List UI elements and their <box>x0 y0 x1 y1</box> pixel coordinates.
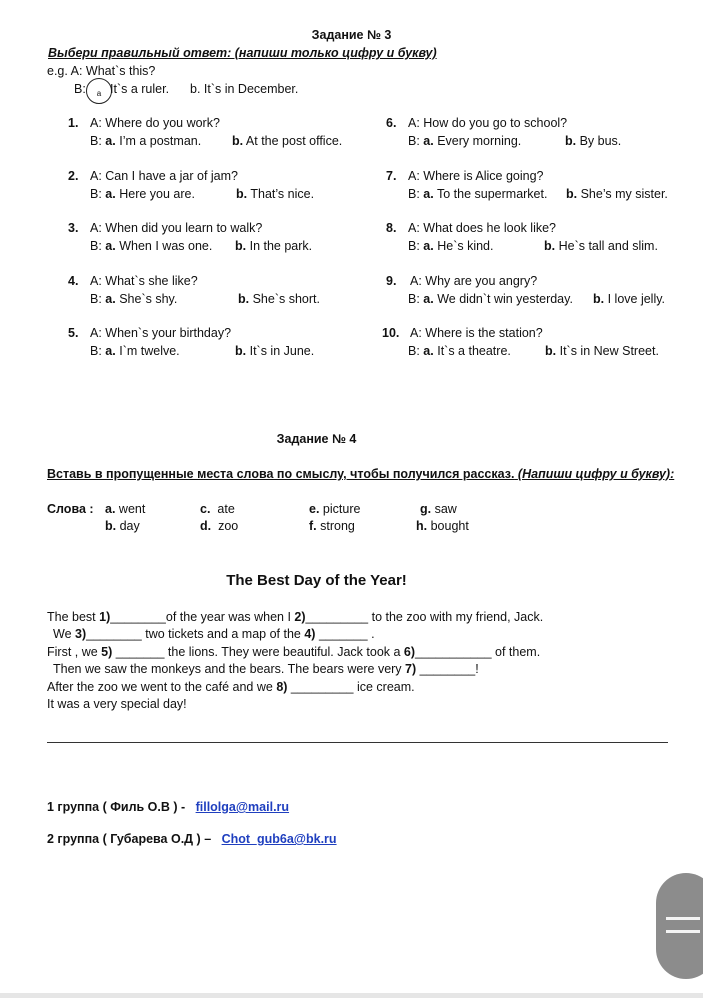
option-a-text: She`s shy. <box>119 292 178 306</box>
option-a-letter: a. <box>423 344 434 358</box>
story-text: Then we saw the monkeys and the bears. The bears were very <box>53 662 406 676</box>
question-text: A: When`s your birthday? <box>90 326 232 340</box>
word-item <box>105 519 140 533</box>
story-text: After the zoo we went to the café and we <box>47 680 277 694</box>
answer-row <box>408 292 573 306</box>
divider-line <box>47 742 668 743</box>
story-line: It was a very special day! <box>47 697 187 711</box>
task4-instruction-paren: (Напиши цифру и букву): <box>517 467 675 481</box>
option-a-letter: a. <box>423 239 434 253</box>
option-b <box>566 187 668 201</box>
word-item <box>200 502 235 516</box>
word-item <box>105 502 145 516</box>
option-a-text: Every morning. <box>437 134 522 148</box>
answer-b-prefix: B: <box>408 344 420 358</box>
gap-number: 4) <box>304 627 316 641</box>
word-text: went <box>118 502 146 516</box>
story-text: two tickets and a map of the <box>141 627 305 641</box>
answer-b-prefix: B: <box>90 239 102 253</box>
task4-title: Задание № 4 <box>276 432 357 446</box>
contact-group-1 <box>47 800 289 814</box>
option-a-text: He`s kind. <box>437 239 494 253</box>
question-number: 5. <box>68 326 79 340</box>
option-a-letter: a. <box>423 187 434 201</box>
word-text: bought <box>430 519 469 533</box>
answer-row <box>90 344 180 358</box>
example-question: e.g. A: What`s this? <box>47 64 156 78</box>
contact-email-link[interactable]: Chot_gub6a@bk.ru <box>221 832 337 846</box>
answer-b-prefix: B: <box>90 134 102 148</box>
option-a-text: Here you are. <box>119 187 195 201</box>
menu-line-icon <box>666 930 700 933</box>
story-text: of the year was when I <box>165 610 295 624</box>
option-b-text: At the post office. <box>245 134 343 148</box>
word-letter: b. <box>105 519 117 533</box>
option-b-text: That’s nice. <box>250 187 315 201</box>
option-a-text: I`m twelve. <box>119 344 180 358</box>
option-b <box>235 344 314 358</box>
word-text: ate <box>217 502 235 516</box>
gap-number: 7) <box>405 662 417 676</box>
option-a-letter: a. <box>105 292 116 306</box>
page-bottom-edge <box>0 993 703 998</box>
task3-title: Задание № 3 <box>311 28 392 42</box>
answer-row <box>90 239 212 253</box>
option-a-letter: a. <box>423 134 434 148</box>
question-number: 4. <box>68 274 79 288</box>
gap-blank: _________ <box>305 610 369 624</box>
option-a-letter: a. <box>105 134 116 148</box>
option-a-text: I’m a postman. <box>119 134 202 148</box>
word-letter: e. <box>309 502 320 516</box>
word-item <box>416 519 469 533</box>
contact-group-2 <box>47 832 337 846</box>
question-number: 2. <box>68 169 79 183</box>
option-b <box>235 239 312 253</box>
word-item <box>420 502 457 516</box>
story-line <box>47 645 540 659</box>
answer-row <box>90 292 177 306</box>
answer-b-prefix: B: <box>90 292 102 306</box>
option-b-letter: b. <box>566 187 578 201</box>
answer-row <box>408 134 521 148</box>
option-b <box>593 292 665 306</box>
story-text: First , we <box>47 645 102 659</box>
question-text: A: When did you learn to walk? <box>90 221 263 235</box>
story-line <box>47 680 415 694</box>
question-number: 9. <box>386 274 397 288</box>
option-a-letter: a. <box>423 292 434 306</box>
option-b-letter: b. <box>593 292 605 306</box>
story-line <box>53 627 375 641</box>
example-option-b: b. It`s in December. <box>190 82 299 96</box>
gap-blank: ________ <box>110 610 166 624</box>
option-a-letter: a. <box>105 187 116 201</box>
word-letter: d. <box>200 519 212 533</box>
answer-row <box>408 187 547 201</box>
story-text: ice cream. <box>353 680 415 694</box>
answer-b-prefix: B: <box>408 187 420 201</box>
option-a-text: We didn`t win yesterday. <box>437 292 573 306</box>
question-text: A: Why are you angry? <box>410 274 538 288</box>
gap-blank: _______ . <box>315 627 375 641</box>
question-text: A: How do you go to school? <box>408 116 568 130</box>
gap-number: 2) <box>294 610 306 624</box>
answer-row <box>408 239 494 253</box>
question-text: A: Can I have a jar of jam? <box>90 169 238 183</box>
word-item <box>200 519 238 533</box>
answer-row <box>408 344 511 358</box>
option-b-letter: b. <box>544 239 556 253</box>
word-item <box>309 519 355 533</box>
word-text: strong <box>320 519 355 533</box>
answer-b-prefix: B: <box>90 344 102 358</box>
word-letter: f. <box>309 519 317 533</box>
word-item <box>309 502 360 516</box>
option-a-text: To the supermarket. <box>436 187 548 201</box>
option-b-text: It`s in June. <box>249 344 315 358</box>
contact-email-link[interactable]: fillolga@mail.ru <box>195 800 290 814</box>
gap-number: 1) <box>99 610 111 624</box>
answer-b-prefix: B: <box>408 292 420 306</box>
question-text: A: Where is Alice going? <box>408 169 544 183</box>
option-a-text: When I was one. <box>119 239 213 253</box>
option-b <box>232 134 342 148</box>
question-text: A: What does he look like? <box>408 221 556 235</box>
word-text: zoo <box>218 519 239 533</box>
task3-instruction: Выбери правильный ответ: (напиши только цифру и букву) <box>48 46 437 60</box>
option-b-letter: b. <box>565 134 577 148</box>
option-b-text: He`s tall and slim. <box>558 239 658 253</box>
example-answer-circle: a <box>86 78 112 104</box>
option-b <box>238 292 320 306</box>
question-text: A: Where is the station? <box>410 326 543 340</box>
question-text: A: What`s she like? <box>90 274 198 288</box>
option-b <box>545 344 659 358</box>
question-number: 6. <box>386 116 397 130</box>
option-b-letter: b. <box>545 344 557 358</box>
option-a-letter: a. <box>105 239 116 253</box>
story-text: The best <box>47 610 100 624</box>
gap-number: 8) <box>276 680 288 694</box>
gap-number: 3) <box>75 627 87 641</box>
gap-blank: ________ <box>86 627 142 641</box>
word-letter: h. <box>416 519 428 533</box>
scroll-handle[interactable] <box>656 873 703 979</box>
option-b <box>236 187 314 201</box>
gap-blank: _________ <box>287 680 354 694</box>
question-number: 3. <box>68 221 79 235</box>
menu-line-icon <box>666 917 700 920</box>
gap-blank: ___________ <box>415 645 492 659</box>
word-letter: a. <box>105 502 116 516</box>
gap-blank: _______ <box>112 645 165 659</box>
example-b-prefix: B: <box>74 82 86 96</box>
answer-b-prefix: B: <box>408 239 420 253</box>
option-a-text: It`s a theatre. <box>437 344 511 358</box>
question-number: 1. <box>68 116 79 130</box>
contact-label: 1 группа ( Филь О.В ) - <box>47 800 186 814</box>
story-line <box>53 662 479 676</box>
contact-label: 2 группа ( Губарева О.Д ) – <box>47 832 212 846</box>
option-b-text: I love jelly. <box>607 292 666 306</box>
option-b-text: In the park. <box>249 239 313 253</box>
answer-row <box>90 187 195 201</box>
word-letter: c. <box>200 502 211 516</box>
option-b-text: She`s short. <box>252 292 320 306</box>
gap-blank: ________! <box>416 662 479 676</box>
option-b-letter: b. <box>232 134 244 148</box>
story-text: of them. <box>491 645 541 659</box>
question-number: 8. <box>386 221 397 235</box>
example-option-a: It`s a ruler. <box>110 82 170 96</box>
story-text: to the zoo with my friend, Jack. <box>368 610 544 624</box>
task4-instruction-main: Вставь в пропущенные места слова по смыслу, чтобы получился рассказ. <box>47 467 515 481</box>
words-label: Слова : <box>47 502 94 516</box>
answer-b-prefix: B: <box>90 187 102 201</box>
question-number: 10. <box>382 326 400 340</box>
option-b-text: By bus. <box>579 134 622 148</box>
story-line <box>47 610 543 624</box>
option-b-letter: b. <box>235 239 247 253</box>
gap-number: 5) <box>101 645 113 659</box>
word-text: day <box>119 519 140 533</box>
option-b-text: It`s in New Street. <box>559 344 659 358</box>
word-letter: g. <box>420 502 432 516</box>
answer-b-prefix: B: <box>408 134 420 148</box>
word-text: picture <box>322 502 361 516</box>
option-b-letter: b. <box>236 187 248 201</box>
answer-row <box>90 134 201 148</box>
task4-instruction <box>47 467 674 481</box>
option-b <box>565 134 621 148</box>
option-b-letter: b. <box>235 344 247 358</box>
option-b-text: She’s my sister. <box>580 187 668 201</box>
option-a-letter: a. <box>105 344 116 358</box>
option-b-letter: b. <box>238 292 250 306</box>
story-title: The Best Day of the Year! <box>226 572 407 589</box>
gap-number: 6) <box>403 645 416 659</box>
word-text: saw <box>434 502 457 516</box>
question-number: 7. <box>386 169 397 183</box>
question-text: A: Where do you work? <box>90 116 220 130</box>
story-text: the lions. They were beautiful. Jack took a <box>164 645 404 659</box>
option-b <box>544 239 658 253</box>
story-text: We <box>53 627 75 641</box>
